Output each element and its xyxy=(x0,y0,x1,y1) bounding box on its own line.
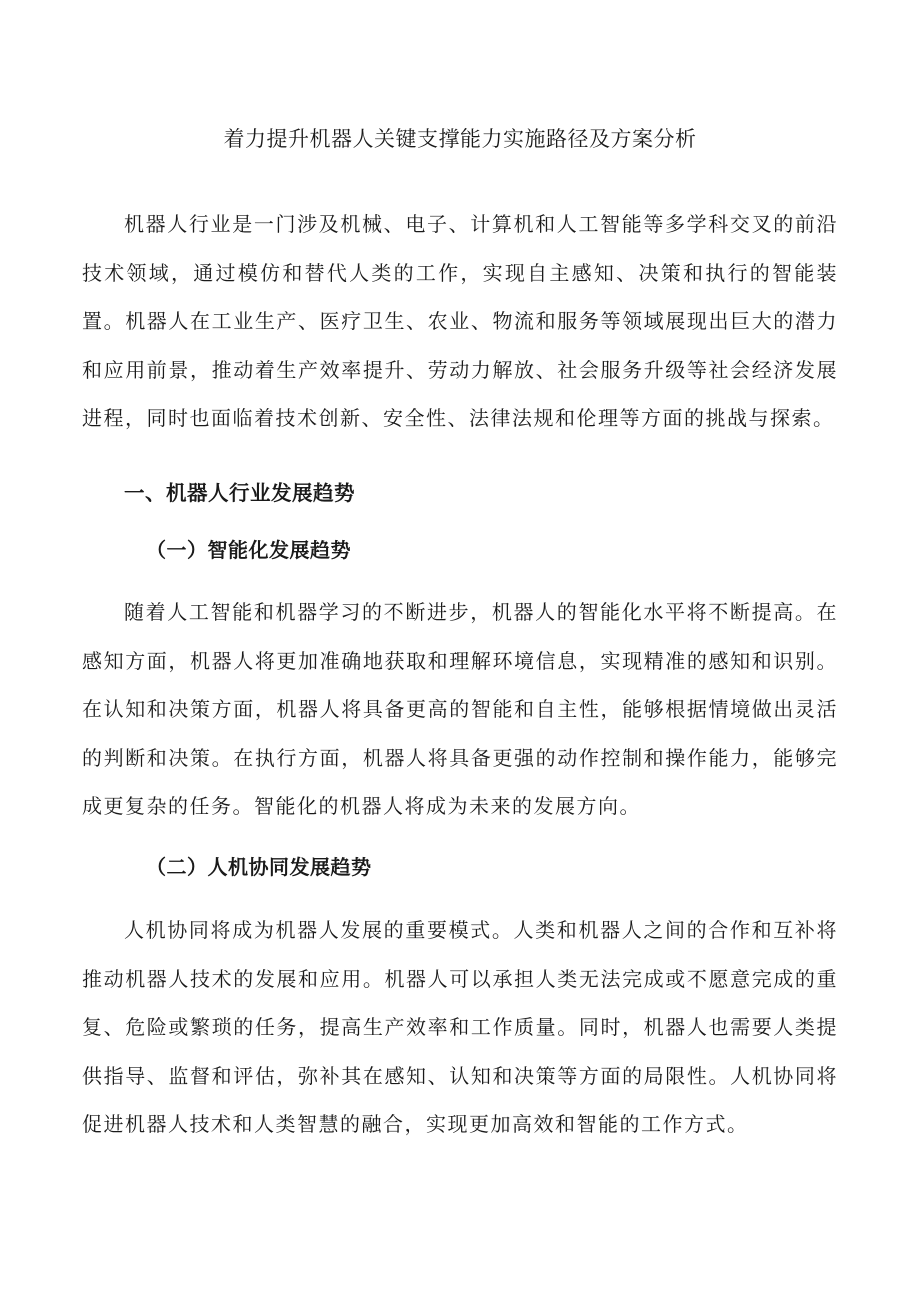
collaboration-paragraph: 人机协同将成为机器人发展的重要模式。人类和机器人之间的合作和互补将推动机器人技术的发展和应用。机器人可以承担人类无法完成或不愿意完成的重复、危险或繁琐的任务，提高生产效率和工作质量。同时，机器人也需要人类提供指导、监督和评估，弥补其在感知、认知和决策等方面的局限性。人机协同将促进机器人技术和人类智慧的融合，实现更加高效和智能的工作方式。 xyxy=(82,918,838,1136)
intelligence-paragraph: 随着人工智能和机器学习的不断进步，机器人的智能化水平将不断提高。在感知方面，机器人将更加准确地获取和理解环境信息，实现精准的感知和识别。在认知和决策方面，机器人将具备更高的智能和自主性，能够根据情境做出灵活的判断和决策。在执行方面，机器人将具备更强的动作控制和操作能力，能够完成更复杂的任务。智能化的机器人将成为未来的发展方向。 xyxy=(82,600,838,818)
subsection-heading-human-robot-collaboration: （二）人机协同发展趋势 xyxy=(146,855,372,879)
section-heading-industry-trends: 一、机器人行业发展趋势 xyxy=(124,481,355,505)
subsection-heading-intelligence: （一）智能化发展趋势 xyxy=(146,538,351,562)
intro-paragraph: 机器人行业是一门涉及机械、电子、计算机和人工智能等多学科交叉的前沿技术领域，通过模仿和替代人类的工作，实现自主感知、决策和执行的智能装置。机器人在工业生产、医疗卫生、农业、物流和服务等领域展现出巨大的潜力和应用前景，推动着生产效率提升、劳动力解放、社会服务升级等社会经济发展进程，同时也面临着技术创新、安全性、法律法规和伦理等方面的挑战与探索。 xyxy=(82,212,838,430)
document-title: 着力提升机器人关键支撑能力实施路径及方案分析 xyxy=(223,127,697,151)
